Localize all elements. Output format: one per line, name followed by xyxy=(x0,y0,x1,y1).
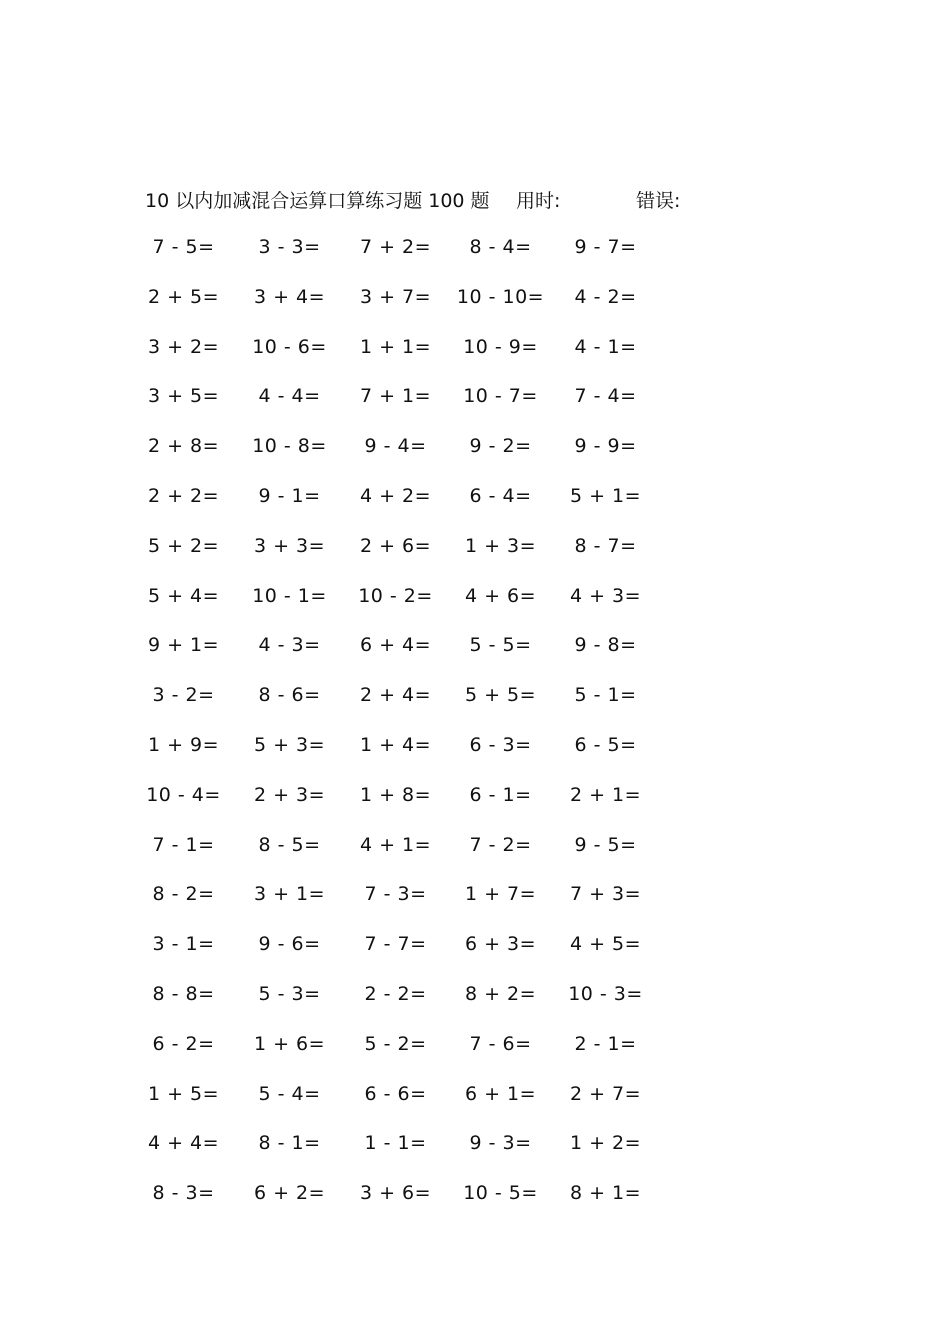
math-problem: 7 - 2= xyxy=(469,833,532,856)
problem-row xyxy=(145,883,705,933)
math-problem: 3 + 6= xyxy=(359,1182,432,1205)
math-problem: 5 - 1= xyxy=(574,684,637,707)
math-problem: 8 - 7= xyxy=(574,534,637,557)
math-problem: 10 - 10= xyxy=(456,285,545,308)
math-problem: 2 + 1= xyxy=(569,783,642,806)
time-used-label: 用时: xyxy=(516,190,561,212)
math-problem: 5 + 5= xyxy=(464,684,537,707)
math-problem: 1 + 6= xyxy=(253,1032,326,1055)
problem-row xyxy=(145,834,705,884)
math-problem: 1 + 2= xyxy=(569,1132,642,1155)
math-problem: 4 + 5= xyxy=(569,933,642,956)
math-problem: 5 - 3= xyxy=(258,982,321,1005)
math-problem: 5 - 2= xyxy=(364,1032,427,1055)
problem-row xyxy=(145,585,705,635)
math-problem: 9 - 3= xyxy=(469,1132,532,1155)
math-problem: 10 - 8= xyxy=(252,435,327,458)
problem-row xyxy=(145,734,705,784)
math-problem: 7 - 3= xyxy=(364,883,427,906)
math-problem: 6 - 5= xyxy=(574,733,637,756)
math-problem: 4 - 4= xyxy=(258,385,321,408)
math-problem: 3 + 3= xyxy=(253,534,326,557)
math-problem: 2 + 2= xyxy=(147,484,220,507)
math-problem: 9 - 5= xyxy=(574,833,637,856)
math-problem: 6 + 2= xyxy=(253,1182,326,1205)
math-problem: 7 + 1= xyxy=(359,385,432,408)
math-problem: 4 - 3= xyxy=(258,634,321,657)
math-problem: 5 + 2= xyxy=(147,534,220,557)
math-problem: 10 - 1= xyxy=(252,584,327,607)
math-problem: 4 - 2= xyxy=(574,285,637,308)
math-problem: 9 - 4= xyxy=(364,435,427,458)
math-problem: 7 - 7= xyxy=(364,933,427,956)
math-problem: 6 + 3= xyxy=(464,933,537,956)
math-problem: 4 + 1= xyxy=(359,833,432,856)
problem-row xyxy=(145,485,705,535)
math-problem: 8 - 2= xyxy=(152,883,215,906)
math-problem: 10 - 3= xyxy=(568,982,643,1005)
worksheet-title: 10 以内加减混合运算口算练习题 100 题 xyxy=(145,190,490,212)
problem-row xyxy=(145,385,705,435)
problem-row xyxy=(145,236,705,286)
math-problem: 8 - 6= xyxy=(258,684,321,707)
math-problem: 2 + 8= xyxy=(147,435,220,458)
math-problem: 8 - 1= xyxy=(258,1132,321,1155)
math-problem: 4 - 1= xyxy=(574,335,637,358)
math-problem: 7 - 5= xyxy=(152,236,215,258)
math-problem: 2 - 1= xyxy=(574,1032,637,1055)
math-problem: 5 + 4= xyxy=(147,584,220,607)
math-problem: 1 + 7= xyxy=(464,883,537,906)
math-problem: 4 + 2= xyxy=(359,484,432,507)
math-problem: 7 + 3= xyxy=(569,883,642,906)
math-problem: 4 + 4= xyxy=(147,1132,220,1155)
math-problem: 1 + 5= xyxy=(147,1082,220,1105)
math-problem: 10 - 7= xyxy=(463,385,538,408)
math-problem: 8 + 1= xyxy=(569,1182,642,1205)
math-problem: 9 - 2= xyxy=(469,435,532,458)
problem-row xyxy=(145,435,705,485)
math-problem: 7 - 1= xyxy=(152,833,215,856)
math-problem: 2 - 2= xyxy=(364,982,427,1005)
math-problem: 4 + 3= xyxy=(569,584,642,607)
problem-row xyxy=(145,684,705,734)
math-problem: 8 - 4= xyxy=(469,236,532,258)
math-problem: 1 + 1= xyxy=(359,335,432,358)
problem-row xyxy=(145,1083,705,1133)
math-problem: 2 + 7= xyxy=(569,1082,642,1105)
math-problem: 7 - 4= xyxy=(574,385,637,408)
math-problem: 1 + 4= xyxy=(359,733,432,756)
math-problem: 9 - 9= xyxy=(574,435,637,458)
math-problem: 3 + 2= xyxy=(147,335,220,358)
math-problem: 10 - 2= xyxy=(358,584,433,607)
problem-grid xyxy=(145,236,705,1232)
math-problem: 3 - 1= xyxy=(152,933,215,956)
math-problem: 3 + 1= xyxy=(253,883,326,906)
problem-row xyxy=(145,1132,705,1182)
math-problem: 1 + 3= xyxy=(464,534,537,557)
math-problem: 7 - 6= xyxy=(469,1032,532,1055)
math-problem: 3 + 5= xyxy=(147,385,220,408)
math-problem: 6 + 4= xyxy=(359,634,432,657)
math-problem: 1 + 9= xyxy=(147,733,220,756)
math-problem: 6 + 1= xyxy=(464,1082,537,1105)
math-problem: 6 - 6= xyxy=(364,1082,427,1105)
math-problem: 3 + 4= xyxy=(253,285,326,308)
problem-row xyxy=(145,634,705,684)
math-problem: 8 - 3= xyxy=(152,1182,215,1205)
math-problem: 2 + 3= xyxy=(253,783,326,806)
problem-row xyxy=(145,286,705,336)
math-problem: 7 + 2= xyxy=(359,236,432,258)
math-problem: 9 - 6= xyxy=(258,933,321,956)
problem-row xyxy=(145,933,705,983)
math-problem: 5 + 3= xyxy=(253,733,326,756)
problem-row xyxy=(145,336,705,386)
problem-row xyxy=(145,983,705,1033)
math-problem: 2 + 5= xyxy=(147,285,220,308)
math-problem: 3 - 3= xyxy=(258,236,321,258)
math-problem: 8 - 8= xyxy=(152,982,215,1005)
math-problem: 8 - 5= xyxy=(258,833,321,856)
errors-label: 错误: xyxy=(636,190,681,212)
worksheet-header xyxy=(145,186,765,216)
math-problem: 5 - 4= xyxy=(258,1082,321,1105)
math-problem: 9 - 8= xyxy=(574,634,637,657)
math-problem: 1 + 8= xyxy=(359,783,432,806)
math-problem: 10 - 9= xyxy=(463,335,538,358)
math-problem: 10 - 5= xyxy=(463,1182,538,1205)
math-problem: 6 - 2= xyxy=(152,1032,215,1055)
math-problem: 8 + 2= xyxy=(464,982,537,1005)
math-problem: 10 - 4= xyxy=(146,783,221,806)
problem-row xyxy=(145,1033,705,1083)
math-problem: 10 - 6= xyxy=(252,335,327,358)
problem-row xyxy=(145,784,705,834)
math-problem: 2 + 6= xyxy=(359,534,432,557)
problem-row xyxy=(145,1182,705,1232)
math-problem: 3 + 7= xyxy=(359,285,432,308)
math-problem: 6 - 1= xyxy=(469,783,532,806)
math-problem: 2 + 4= xyxy=(359,684,432,707)
math-problem: 9 - 7= xyxy=(574,236,637,258)
math-problem: 4 + 6= xyxy=(464,584,537,607)
math-problem: 6 - 4= xyxy=(469,484,532,507)
math-problem: 1 - 1= xyxy=(364,1132,427,1155)
math-problem: 9 - 1= xyxy=(258,484,321,507)
math-problem: 6 - 3= xyxy=(469,733,532,756)
math-problem: 3 - 2= xyxy=(152,684,215,707)
math-problem: 9 + 1= xyxy=(147,634,220,657)
problem-row xyxy=(145,535,705,585)
math-problem: 5 - 5= xyxy=(469,634,532,657)
math-problem: 5 + 1= xyxy=(569,484,642,507)
